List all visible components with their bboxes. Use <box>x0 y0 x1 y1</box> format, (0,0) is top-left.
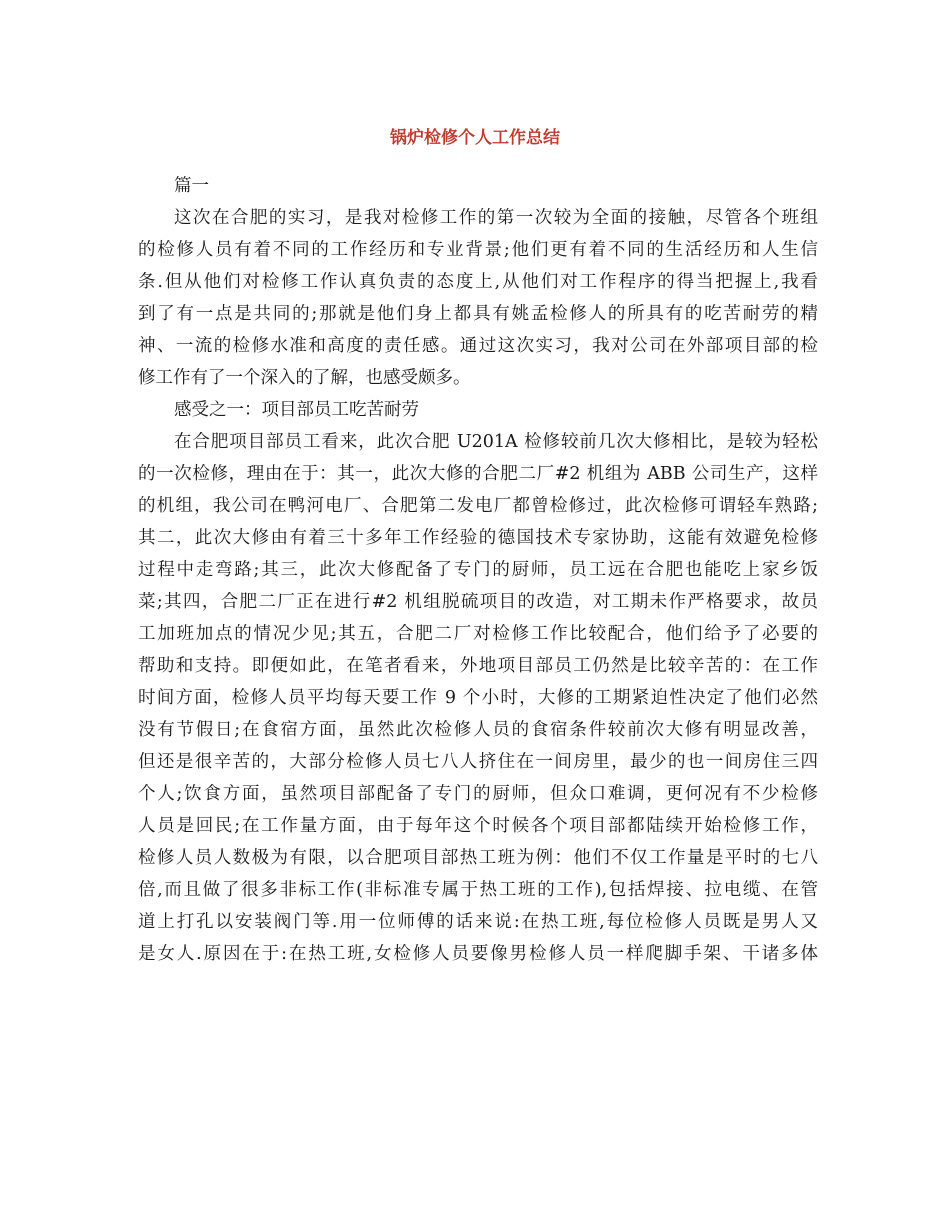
text-line: 神、一流的检修水准和高度的责任感。通过这次实习，我对公司在外部项目部的检 <box>138 336 818 356</box>
text-line: 感受之一：项目部员工吃苦耐劳 <box>174 400 419 420</box>
text-line: 帮助和支持。即便如此，在笔者看来，外地项目部员工仍然是比较辛苦的：在工作 <box>138 656 818 676</box>
text-line: 时间方面，检修人员平均每天要工作 9 个小时，大修的工期紧迫性决定了他们必然 <box>138 688 818 708</box>
text-line: 修工作有了一个深入的了解，也感受颇多。 <box>138 368 471 388</box>
text-line: 其二，此次大修由有着三十多年工作经验的德国技术专家协助，这能有效避免检修 <box>138 528 818 548</box>
text-line: 是女人.原因在于:在热工班,女检修人员要像男检修人员一样爬脚手架、干诸多体 <box>138 944 818 964</box>
text-line: 检修人员人数极为有限，以合肥项目部热工班为例：他们不仅工作量是平时的七八 <box>138 848 818 868</box>
document-title: 锅炉检修个人工作总结 <box>390 128 560 148</box>
text-line: 人员是回民;在工作量方面，由于每年这个时候各个项目部都陆续开始检修工作， <box>138 816 818 836</box>
text-line: 倍,而且做了很多非标工作(非标准专属于热工班的工作),包括焊接、拉电缆、在管 <box>138 880 818 900</box>
text-line: 在合肥项目部员工看来，此次合肥 U201A 检修较前几次大修相比，是较为轻松 <box>174 432 818 452</box>
text-line: 的机组，我公司在鸭河电厂、合肥第二发电厂都曾检修过，此次检修可谓轻车熟路; <box>138 496 818 516</box>
text-line: 工加班加点的情况少见;其五，合肥二厂对检修工作比较配合，他们给予了必要的 <box>138 624 818 644</box>
text-line: 菜;其四，合肥二厂正在进行#2 机组脱硫项目的改造，对工期未作严格要求，故员 <box>138 592 818 612</box>
text-line: 过程中走弯路;其三，此次大修配备了专门的厨师，员工远在合肥也能吃上家乡饭 <box>138 560 818 580</box>
text-line: 的检修人员有着不同的工作经历和专业背景;他们更有着不同的生活经历和人生信 <box>138 240 818 260</box>
text-line: 条.但从他们对检修工作认真负责的态度上,从他们对工作程序的得当把握上,我看 <box>138 272 818 292</box>
text-line: 没有节假日;在食宿方面，虽然此次检修人员的食宿条件较前次大修有明显改善， <box>138 720 818 740</box>
text-line: 的一次检修，理由在于：其一，此次大修的合肥二厂#2 机组为 ABB 公司生产，这样 <box>138 464 818 484</box>
text-line: 道上打孔以安装阀门等.用一位师傅的话来说:在热工班,每位检修人员既是男人又 <box>138 912 818 932</box>
text-line: 但还是很辛苦的，大部分检修人员七八人挤住在一间房里，最少的也一间房住三四 <box>138 752 818 772</box>
text-line: 到了有一点是共同的;那就是他们身上都具有姚孟检修人的所具有的吃苦耐劳的精 <box>138 304 818 324</box>
text-line: 个人;饮食方面，虽然项目部配备了专门的厨师，但众口难调，更何况有不少检修 <box>138 784 818 804</box>
text-line: 篇一 <box>174 176 209 196</box>
text-line: 这次在合肥的实习，是我对检修工作的第一次较为全面的接触，尽管各个班组 <box>174 208 818 228</box>
